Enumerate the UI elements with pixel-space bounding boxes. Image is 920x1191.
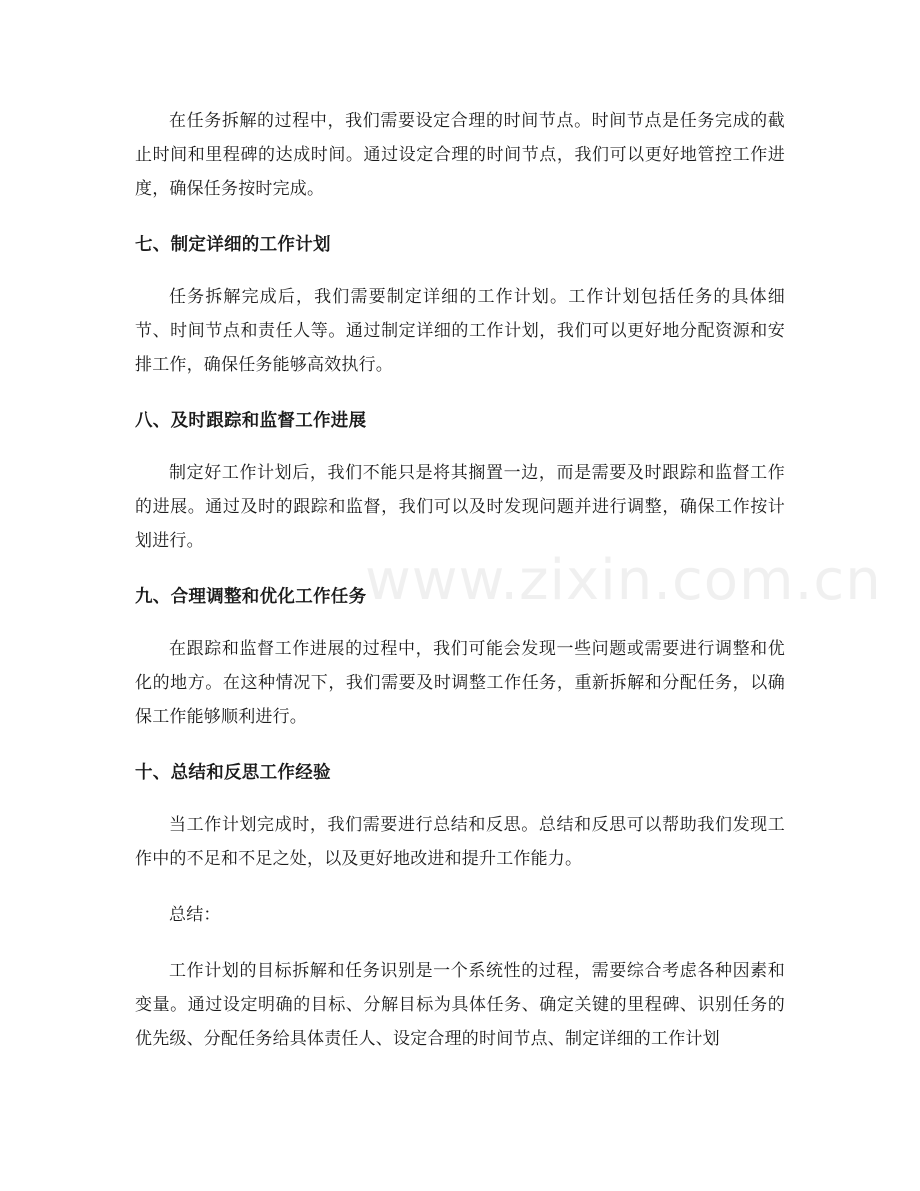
section-body-8: 制定好工作计划后，我们不能只是将其搁置一边，而是需要及时跟踪和监督工作的进展。通过及时的跟踪和监督，我们可以及时发现问题并进行调整，确保工作按计划进行。	[135, 463, 785, 551]
document-content	[135, 104, 785, 1056]
summary-label: 总结：	[169, 905, 221, 925]
section-heading-9: 九、合理调整和优化工作任务	[135, 587, 367, 607]
section-heading-7: 七、制定详细的工作计划	[135, 235, 331, 255]
section-body-10: 当工作计划完成时，我们需要进行总结和反思。总结和反思可以帮助我们发现工作中的不足和不足之处，以及更好地改进和提升工作能力。	[135, 815, 785, 869]
section-heading-10: 十、总结和反思工作经验	[135, 763, 331, 783]
section-body-7: 任务拆解完成后，我们需要制定详细的工作计划。工作计划包括任务的具体细节、时间节点和责任人等。通过制定详细的工作计划，我们可以更好地分配资源和安排工作，确保任务能够高效执行。	[135, 287, 785, 375]
watermark-text: www.zixin.com.cn	[365, 548, 882, 613]
section-body-9: 在跟踪和监督工作进展的过程中，我们可能会发现一些问题或需要进行调整和优化的地方。在这种情况下，我们需要及时调整工作任务，重新拆解和分配任务，以确保工作能够顺利进行。	[135, 639, 785, 727]
section-heading-8: 八、及时跟踪和监督工作进展	[135, 411, 367, 431]
paragraph-time-nodes: 在任务拆解的过程中，我们需要设定合理的时间节点。时间节点是任务完成的截止时间和里程碑的达成时间。通过设定合理的时间节点，我们可以更好地管控工作进度，确保任务按时完成。	[135, 111, 785, 199]
summary-body: 工作计划的目标拆解和任务识别是一个系统性的过程，需要综合考虑各种因素和变量。通过设定明确的目标、分解目标为具体任务、确定关键的里程碑、识别任务的优先级、分配任务给具体责任人、设定合理的时间节点、制定详细的工作计划	[135, 961, 785, 1049]
